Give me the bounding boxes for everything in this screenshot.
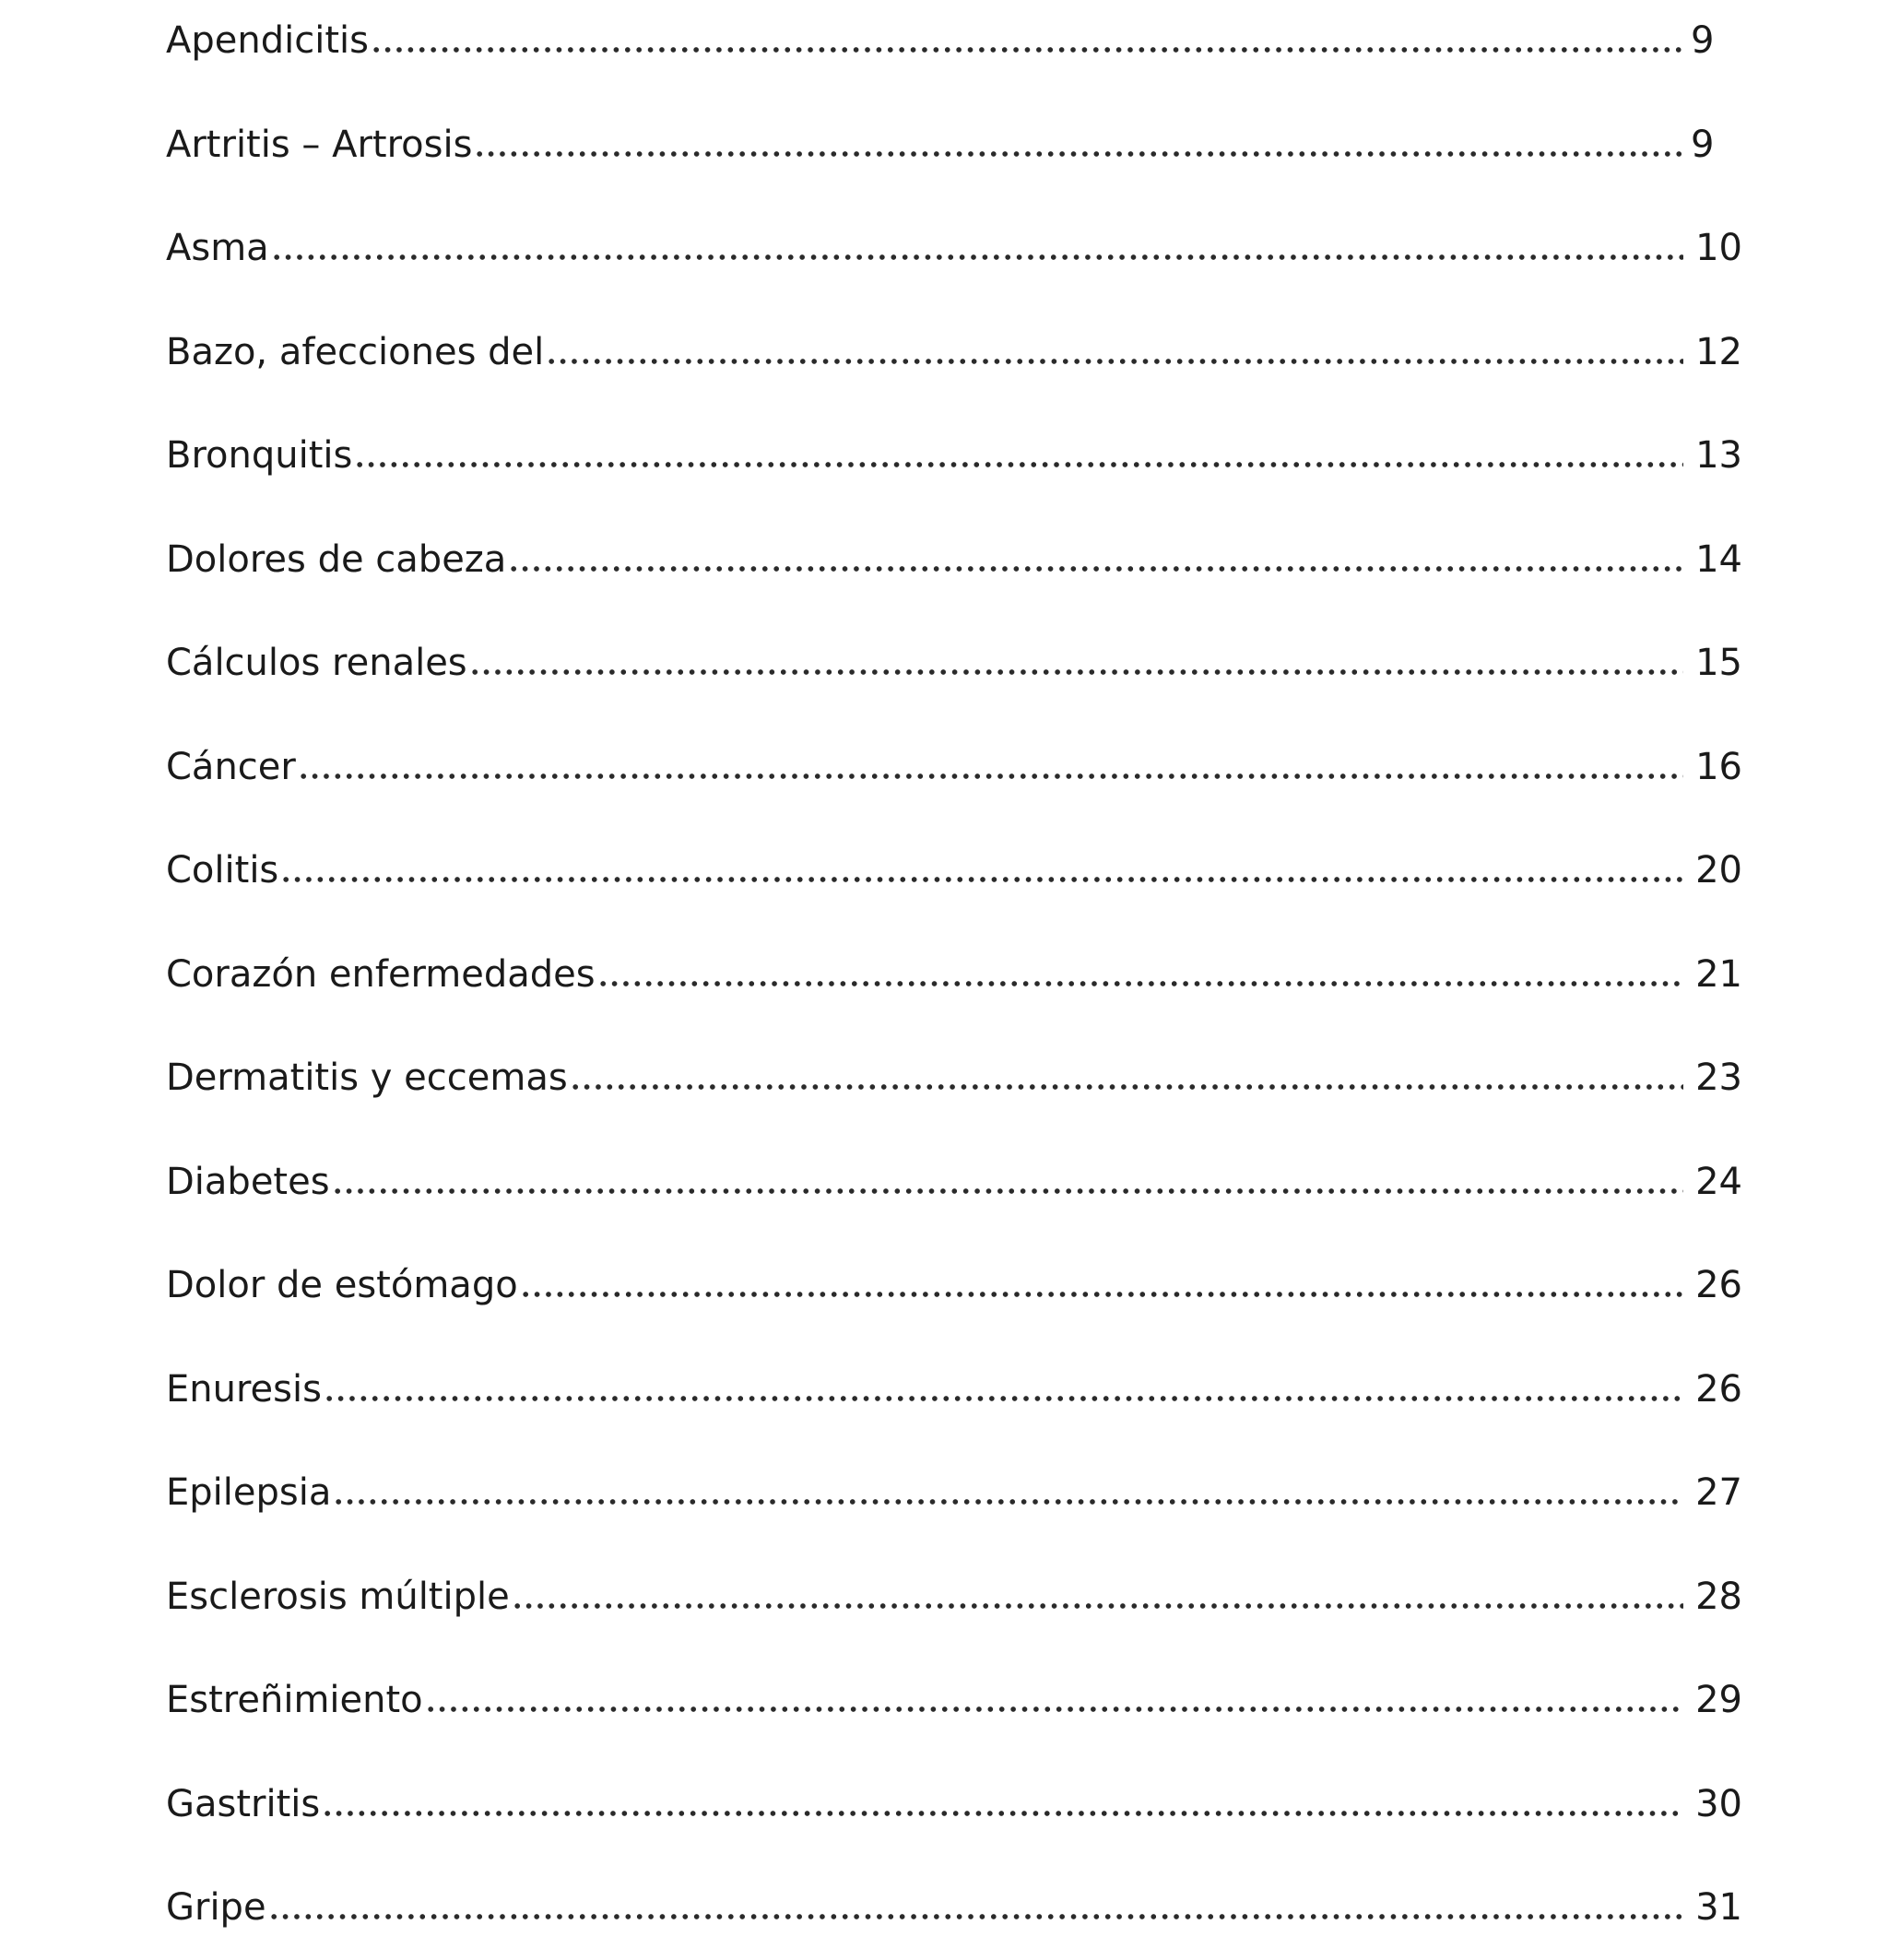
toc-entry-page-number: 31 [1695,1886,1742,1929]
toc-entry-page-number: 26 [1695,1264,1742,1306]
toc-entry[interactable] [166,1026,1742,1130]
table-of-contents [166,0,1742,1960]
toc-dot-leader [354,434,1683,471]
toc-entry-label: Enuresis [166,1367,322,1411]
toc-dot-leader [268,1886,1683,1923]
toc-entry[interactable] [166,1545,1742,1649]
toc-dot-leader [546,331,1683,368]
toc-entry-label: Dolor de estómago [166,1264,518,1306]
toc-entry[interactable] [166,611,1742,715]
toc-entry-page-number: 14 [1695,537,1742,581]
toc-entry-page-number: 30 [1695,1782,1742,1825]
toc-entry[interactable] [166,196,1742,301]
toc-entry[interactable] [166,1753,1742,1857]
toc-entry-page-number: 15 [1695,642,1742,684]
toc-entry[interactable] [166,301,1742,405]
toc-dot-leader [324,1368,1683,1405]
toc-dot-leader [280,849,1683,886]
toc-entry-page-number: 24 [1695,1160,1742,1203]
toc-entry[interactable] [166,1234,1742,1338]
toc-entry-page-number: 16 [1695,745,1742,788]
toc-entry-page-number: 27 [1695,1471,1742,1514]
toc-entry-label: Colitis [166,849,279,891]
toc-dot-leader [332,1161,1683,1198]
toc-dot-leader [597,953,1683,990]
toc-entry-page-number: 12 [1695,330,1742,373]
toc-entry-page-number: 28 [1695,1575,1742,1618]
toc-dot-leader [271,227,1683,264]
toc-dot-leader [474,124,1683,160]
toc-entry-label: Estreñimiento [166,1679,423,1721]
toc-entry-label: Bronquitis [166,434,353,477]
toc-entry-label: Gripe [166,1886,266,1929]
toc-dot-leader [520,1264,1683,1301]
toc-dot-leader [371,19,1683,56]
toc-entry-page-number: 9 [1691,19,1715,62]
toc-entry-label: Cálculos renales [166,642,467,684]
toc-entry[interactable] [166,1856,1742,1960]
toc-entry[interactable] [166,1130,1742,1234]
toc-dot-leader [469,642,1683,679]
toc-entry-label: Corazón enfermedades [166,952,596,996]
toc-entry-label: Esclerosis múltiple [166,1575,510,1618]
toc-entry-label: Apendicitis [166,19,369,62]
toc-entry[interactable] [166,0,1742,93]
toc-entry-page-number: 26 [1695,1367,1742,1411]
toc-entry[interactable] [166,1648,1742,1753]
toc-entry-label: Diabetes [166,1160,330,1203]
toc-entry[interactable] [166,923,1742,1027]
toc-dot-leader [570,1057,1683,1093]
toc-entry-label: Dolores de cabeza [166,537,507,581]
toc-entry-label: Dermatitis y eccemas [166,1057,568,1099]
toc-entry[interactable] [166,1338,1742,1442]
toc-entry-label: Asma [166,227,269,269]
toc-entry-label: Epilepsia [166,1471,332,1514]
toc-entry-page-number: 29 [1695,1679,1742,1721]
toc-dot-leader [298,746,1683,783]
toc-entry-label: Bazo, afecciones del [166,330,545,373]
toc-entry-page-number: 20 [1695,849,1742,891]
toc-entry-page-number: 9 [1691,123,1715,166]
toc-entry[interactable] [166,93,1742,197]
toc-dot-leader [322,1783,1683,1820]
toc-dot-leader [508,538,1683,575]
toc-entry[interactable] [166,1441,1742,1545]
toc-entry[interactable] [166,508,1742,612]
toc-entry-page-number: 23 [1695,1057,1742,1099]
toc-entry-label: Gastritis [166,1782,321,1825]
toc-dot-leader [333,1471,1683,1508]
toc-entry[interactable] [166,404,1742,508]
toc-entry[interactable] [166,819,1742,923]
toc-entry-page-number: 10 [1695,227,1742,269]
toc-entry-label: Cáncer [166,745,296,788]
toc-entry-page-number: 21 [1695,952,1742,996]
toc-entry[interactable] [166,715,1742,820]
toc-dot-leader [425,1679,1683,1716]
toc-dot-leader [512,1576,1683,1612]
toc-entry-label: Artritis – Artrosis [166,123,473,166]
toc-entry-page-number: 13 [1695,434,1742,477]
